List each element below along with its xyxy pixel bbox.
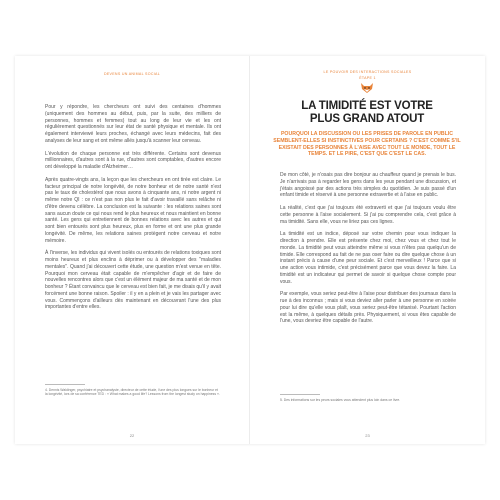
- paragraph: Par exemple, vous seriez peut-être à l'aise pour distribuer des journaux dans la rue à des inconnus ; mais si vous deviez aller parler à une personne en soirée pour lui dire qu'elle vous plaît, vous seriez peut-être tétanisé. Pourtant l'action est la même, à quelques détails près. Physiquement, si vous êtes capable de l'une, vous devriez être capable de l'autre.: [280, 291, 456, 325]
- chapter-title-line: PLUS GRAND ATOUT: [309, 113, 425, 125]
- footnote: 4. Dennis Waldinger, psychiatre et psychanalyste, directeur de cette étude, l'une des plus longues sur le bonheur et la longévité, lors de sa conférence TED : « What makes a good life? Lessons from the longest study on happiness ».: [45, 388, 220, 397]
- left-page: [15, 56, 250, 444]
- footnote-block-right: [280, 386, 456, 402]
- paragraph: La réalité, c'est que j'ai toujours été extraverti et que j'ai toujours voulu être cette personne à l'aise socialement. Si j'ai pu comprendre cela, c'est grâce à ma timidité. Sans elle, vous ne liriez pas ces lignes.: [280, 205, 456, 225]
- paragraph: De mon côté, je n'osais pas dire bonjour au chauffeur quand je prenais le bus. Je n'arrivais pas à regarder les gens dans les yeux pendant une discussion, et j'étais angoissé par des actions très simples du quotidien. Je suis passé d'un enfant timide et réservé à une personne extravertie et à l'aise en public.: [280, 172, 456, 199]
- paragraph: À l'inverse, les individus qui vivent isolés ou entourés de relations toxiques sont moins heureux et plus enclins à déprimer ou à développer des "maladies mentales". Quand j'ai découvert cette étude, une question m'est venue en tête. Pourquoi mon cerveau était capable de m'empêcher d'agir et de faire de nouvelles rencontres alors que c'est un élément majeur de ma santé et de mon bonheur ? Étant convaincu que le cerveau est bien fait, je me disais qu'il y avait forcément une bonne raison. Spoiler : il y en a plein et je vais les partager avec vous. Commençons d'ailleurs dès maintenant en découvrant l'une des plus importantes d'entre elles.: [45, 250, 221, 311]
- running-head-left: DEVENS UN ANIMAL SOCIAL: [103, 72, 161, 76]
- paragraph: Pour y répondre, les chercheurs ont suivi des centaines d'hommes (uniquement des hommes au début, puis, par la suite, des milliers de personnes, hommes et femmes) tout au long de leur vie et les ont régulièrement questionnés sur leur état de santé physique et mentale. Ils ont également interviewé leurs proches, échangé avec leurs médecins, fait des analyses de leur sang et ont même allés jusqu'à scanner leur cerveau.: [45, 104, 221, 144]
- page-number-left: 22: [129, 433, 135, 438]
- left-page-body: [45, 104, 221, 317]
- running-head-step: ÉTAPE 1: [359, 76, 376, 80]
- paragraph: La timidité est un indice, déposé sur votre chemin pour vous indiquer la direction à prendre. Elle est présente chez moi, chez vous et chez tout le monde. La timidité peut vous atteindre même si vous n'êtes pas quelqu'un de timide. Elle correspond au fait de ne pas oser faire ou dire quelque chose à un instant précis à cause d'une peur sociale. Et c'est merveilleux ! Parce que si une action vous intimide, c'est précisément parce que vous devez la faire. La timidité est un indicateur qui permet de savoir si quelque chose compte pour vous.: [280, 231, 456, 285]
- running-head-title: LE POUVOIR DES INTERACTIONS SOCIALES: [323, 70, 412, 74]
- footnote: 5. Des informations sur les peurs sociales vous attendent plus loin dans ce livre.: [280, 398, 401, 402]
- paragraph: L'évolution de chaque personne est très différente. Certains sont devenus millionnaires, d'autres sont à la rue, d'autres sont comptables, d'autres encore ont développé la maladie d'Alzheimer…: [45, 150, 221, 170]
- footnote-rule: [280, 394, 320, 395]
- running-head-right: [250, 70, 485, 80]
- chapter-lead: POURQUOI LA DISCUSSION OU LES PRISES DE PAROLE EN PUBLIC SEMBLENT-ELLES SI INSTINCTIVES POUR CERTAINS ? C'EST COMME S'IL EXISTAIT DES PERSONNES À L'AISE AVEC TOUT LE MONDE, TOUT LE TEMPS. ET LE PIRE, C'EST QUE C'EST LE CAS.: [273, 131, 461, 158]
- page-number-right: 23: [365, 433, 370, 438]
- paragraph: Après quatre-vingts ans, la leçon que les chercheurs en ont tirée est claire. Le facteur principal de notre longévité, de notre bonheur et de notre santé n'est pas le taux de cholestérol que nous avons à cinquante ans, ni notre argent ni même notre QI : ce n'est pas non plus le fait d'avoir travaillé sans relâche ni d'être devenu célèbre. La conclusion est la suivante : les relations saines sont sans aucun doute ce qui nous rend le plus heureux et nous maintient en bonne santé. Les gens qui entretiennent de bonnes relations avec les autres et qui sont bien entourés sont plus heureux, plus en forme et ont une plus grande longévité. De même, les relations saines protègent notre cerveau et notre mémoire.: [45, 176, 221, 244]
- right-page: [250, 56, 485, 444]
- chapter-title-line: LA TIMIDITÉ EST VOTRE: [301, 100, 433, 112]
- fox-head-icon: [360, 82, 374, 94]
- book-spread: [15, 56, 485, 444]
- chapter-title: [272, 100, 462, 126]
- footnote-block-left: [45, 376, 221, 397]
- right-page-body: [280, 172, 456, 331]
- footnote-rule: [45, 384, 85, 385]
